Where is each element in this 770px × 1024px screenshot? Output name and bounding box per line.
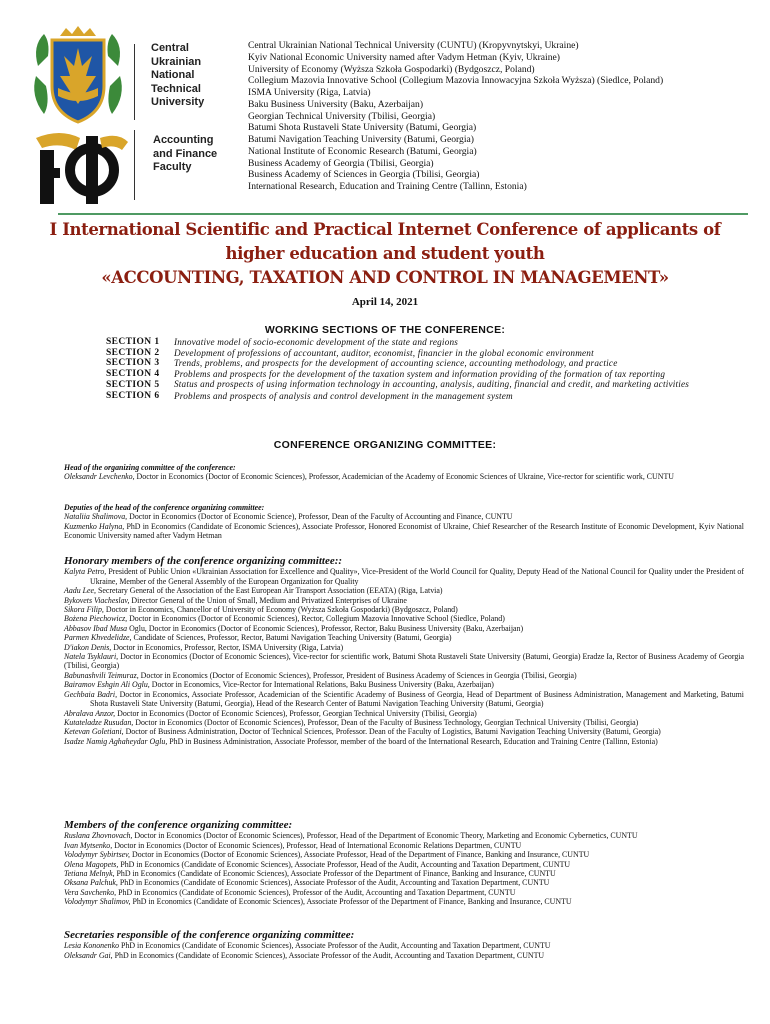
faculty-name: Accounting and Finance Faculty: [153, 134, 218, 173]
person-details: Doctor in Economics (Doctor of Economic Sciences), Professor, Dean of the Faculty of Business Technology, Georgian Technical University (Tbilisi, Georgia): [135, 717, 639, 727]
section-text: Trends, problems, and prospects for the development of accounting science, accounting methodology, and practice: [174, 358, 618, 369]
honorary-block: [64, 557, 744, 746]
list-item: [64, 727, 744, 736]
person-name: Ruslana Zhovnovach,: [64, 831, 133, 841]
members-block: [64, 821, 744, 907]
person-details: Candidate of Sciences, Professor, Rector, Batumi Navigation Teaching University (Batumi, Georgia): [133, 633, 452, 643]
members-title: Members of the conference organizing committee:: [64, 819, 293, 831]
section-label: SECTION 5: [106, 379, 160, 390]
person-details: Doctor in Economics (Doctor of Economic Science), Professor, Dean of the Faculty of Accounting and Finance, CUNTU: [129, 512, 513, 522]
list-item: [64, 671, 744, 680]
list-item: [64, 888, 744, 897]
person-name: Aadu Lee,: [64, 586, 96, 596]
person-details: Doctor in Economics, Associate Professor, Academician of the Scientific Academy of Business of Georgia, Head of Department of Business Administration, Management and Marketing, Batumi Shota Rustaveli State University (Batumi, Georgia), Head of the Research Center of Batumi Navigation Teaching University (Batumi, Georgia): [90, 689, 744, 709]
list-item: [64, 512, 744, 521]
list-item: [64, 643, 744, 652]
conference-title-line-3: «ACCOUNTING, TAXATION AND CONTROL IN MANAGEMENT»: [101, 268, 669, 287]
person-details: Doctor in Economics (Doctor of Economic Sciences), Professor, Academician of the Academy of Economic Sciences of Ukraine, Vice-rector for scientific work, CUNTU: [136, 472, 674, 482]
person-name: Oleksandr Levchenko,: [64, 472, 135, 482]
partner-item: Georgian Technical University (Tbilisi, Georgia): [248, 110, 436, 122]
person-name: Volodymyr Sybirtsev,: [64, 850, 131, 860]
conference-date: April 14, 2021: [351, 296, 419, 308]
list-item: [64, 737, 744, 746]
list-item: [64, 841, 744, 850]
person-details: PhD in Economics (Candidate of Economic Sciences), Associate Professor of the Audit, Accounting and Taxation Department, CUNTU: [121, 941, 551, 951]
section-label: SECTION 6: [106, 390, 160, 401]
list-item: [64, 869, 744, 878]
section-row: [106, 337, 746, 348]
section-row: [106, 369, 746, 380]
person-name: Bożena Piechowicz,: [64, 614, 128, 624]
person-details: Director General of the Union of Small, Medium and Privatized Enterprises of Ukraine: [131, 595, 407, 605]
person-name: Olena Magopets,: [64, 859, 119, 869]
list-item: [64, 709, 744, 718]
partner-item: National Institute of Economic Research (Batumi, Georgia): [248, 145, 477, 157]
section-row: [106, 379, 746, 390]
header-divider-2: [134, 130, 135, 200]
person-name: Gechbaia Badri,: [64, 689, 118, 699]
university-emblem-icon: [30, 26, 126, 126]
list-item: [64, 941, 744, 950]
list-item: [64, 718, 744, 727]
sections-list: [106, 337, 746, 402]
person-details: PhD in Economics (Candidate of Economic Sciences), Associate Professor of the Audit, Accounting and Taxation Department, CUNTU: [119, 878, 550, 888]
person-name: D'iakon Denis,: [64, 642, 112, 652]
section-label: SECTION 2: [106, 347, 160, 358]
person-name: Lesia Kononenko: [64, 941, 120, 951]
person-details: Secretary General of the Association of the East European Air Transport Association (EEATA) (Riga, Latvia): [97, 586, 443, 596]
list-item: [64, 897, 744, 906]
person-details: Doctor in Economics, Professor, Rector, ISMA University (Riga, Latvia): [113, 642, 344, 652]
person-name: Tetiana Melnyk,: [64, 869, 115, 879]
head-title: Head of the organizing committee of the conference:: [64, 463, 236, 472]
person-details: Doctor in Economics (Doctor of Economic Sciences), Professor, Head of the Department of Economic Theory, Marketing and Economic Cybernetics, CUNTU: [134, 831, 638, 841]
person-name: Natela Tsyklauri,: [64, 652, 119, 662]
header-divider: [134, 44, 135, 120]
partner-item: Business Academy of Georgia (Tbilisi, Georgia): [248, 157, 434, 169]
person-details: PhD in Economics (Candidate of Economic Sciences), Professor of the Audit, Accounting and Taxation Department, CUNTU: [118, 887, 516, 897]
person-details: Doctor in Economics, Vice-Rector for International Relations, Baku Business University (Baku, Azerbaijan): [151, 680, 494, 690]
list-item: [64, 586, 744, 595]
section-label: SECTION 1: [106, 337, 160, 347]
partner-item: University of Economy (Wyższa Szkoła Gospodarki) (Bydgoszcz, Poland): [248, 63, 535, 75]
list-item: [64, 567, 744, 586]
person-details: PhD in Economics (Candidate of Economic Sciences), Associate Professor of the Department of Finance, Banking and Insurance, CUNTU: [116, 869, 556, 879]
partner-item: ISMA University (Riga, Latvia): [248, 87, 371, 98]
person-details: Doctor in Economics (Doctor of Economic Sciences), Professor, President of Business Academy of Sciences in Georgia (Tbilisi, Georgia): [140, 670, 577, 680]
list-item: [64, 605, 744, 614]
section-text: Innovative model of socio-economic development of the state and regions: [174, 337, 459, 347]
partner-institutions-list: [248, 40, 663, 193]
person-name: Oksana Palchuk,: [64, 878, 118, 888]
list-item: [64, 878, 744, 887]
person-details: Doctor in Economics (Doctor of Economic Sciences), Associate Professor, Head of the Department of Finance, Banking and Insurance, CUNTU: [132, 850, 590, 860]
list-item: [64, 951, 744, 960]
section-label: SECTION 4: [106, 369, 160, 380]
secretaries-block: [64, 931, 744, 960]
person-name: Abbasov Ibad Musa: [64, 623, 128, 633]
head-entry: [64, 472, 744, 481]
person-details: Doctor in Economics (Doctor of Economic Sciences), Professor, Georgian Technical University (Tbilisi, Georgia): [117, 708, 477, 718]
person-details: President of Public Union «Ukrainian Association for Excellence and Quality», Vice-President of the World Council for Quality, Deputy Head of the National Council for Quality under the President of Ukraine, Member of the General Assembly of the European Organization for Quality: [90, 567, 745, 586]
list-item: [64, 860, 744, 869]
list-item: [64, 614, 744, 623]
person-name: Vera Savchenko,: [64, 887, 117, 897]
header-rule: [58, 213, 748, 215]
section-text: Status and prospects of using information technology in accounting, analysis, auditing, financial and credit, and marketing activities: [174, 379, 690, 390]
person-name: Volodymyr Shalimov,: [64, 897, 131, 907]
person-details: PhD in Business Administration, Associate Professor, member of the board of the International Research, Education and Training Centre (Tallinn, Estonia): [169, 736, 658, 746]
partner-item: Baku Business University (Baku, Azerbaijan): [248, 98, 424, 110]
person-name: Kuzmenko Halyna,: [64, 521, 125, 531]
person-name: Bykovets Viacheslav,: [64, 595, 130, 605]
partner-item: Batumi Navigation Teaching University (Batumi, Georgia): [248, 134, 474, 145]
person-name: Kalyta Petro,: [64, 567, 107, 577]
deputies-block: [64, 503, 744, 541]
person-name: Babunashvili Teimuraz,: [64, 670, 139, 680]
person-details: PhD in Economics (Candidate of Economic Sciences), Associate Professor, Honored Economist of Ukraine, Chief Researcher of the Research Institute of Economic Development, Kyiv National Economic University named after Vadym Hetman: [64, 521, 744, 541]
list-item: [64, 596, 744, 605]
list-item: [64, 831, 744, 840]
sections-heading: WORKING SECTIONS OF THE CONFERENCE:: [264, 324, 506, 336]
person-name: Isadze Namig Aghaheydar Oglu,: [64, 736, 168, 746]
person-name: Sikora Filip,: [64, 605, 104, 615]
person-details: PhD in Economics (Candidate of Economic Sciences), Associate Professor, Head of the Audit, Accounting and Taxation Department, CUNTU: [120, 859, 571, 869]
person-name: Ketevan Goletiani,: [64, 727, 124, 737]
section-text: Development of professions of accountant, auditor, economist, financier in the global economic environment: [174, 347, 594, 358]
person-name: Kutateladze Rusudan,: [64, 717, 134, 727]
faculty-logo-icon: [30, 128, 130, 206]
head-block: [64, 463, 744, 482]
partner-item: Kyiv National Economic University named after Vadym Hetman (Kyiv, Ukraine): [248, 51, 560, 63]
person-name: Bairamov Eshgin Ali Oglu,: [64, 680, 150, 690]
section-text: Problems and prospects of analysis and control development in the management system: [174, 390, 513, 401]
section-label: SECTION 3: [106, 358, 160, 369]
list-item: [64, 652, 744, 671]
conference-title-line-2: higher education and student youth: [225, 244, 545, 263]
list-item: [64, 624, 744, 633]
person-name: Oleksandr Gai,: [64, 950, 113, 960]
person-details: Doctor of Business Administration, Doctor of Technical Sciences, Professor. Dean of the Faculty of Logistics, Batumi Navigation Teaching University (Batumi, Georgia): [125, 727, 661, 737]
partner-item: Batumi Shota Rustaveli State University (Batumi, Georgia): [248, 122, 477, 134]
list-item: [64, 680, 744, 689]
partner-item: Business Academy of Sciences in Georgia (Tbilisi, Georgia): [248, 169, 480, 181]
list-item: [64, 633, 744, 642]
person-name: Abralava Anzor,: [64, 708, 116, 718]
list-item: [64, 690, 744, 709]
committee-heading: CONFERENCE ORGANIZING COMMITTEE:: [273, 439, 497, 451]
section-row: [106, 358, 746, 369]
person-name: Parmen Khvedelidze,: [64, 633, 132, 643]
person-details: Doctor in Economics (Doctor of Economic Sciences), Professor, Head of International Economic Relations Departmen, CUNTU: [114, 840, 522, 850]
person-details: Doctor in Economics, Chancellor of University of Economy (Wyższa Szkoła Gospodarki) (Bydgoszcz, Poland): [105, 605, 458, 615]
person-details: PhD in Economics (Candidate of Economic Sciences), Associate Professor of the Department of Finance, Banking and Insurance, CUNTU: [132, 897, 572, 907]
secretaries-title: Secretaries responsible of the conference organizing committee:: [64, 929, 355, 941]
person-name: Nataliia Shalimova,: [64, 512, 128, 522]
person-details: Doctor in Economics (Doctor of Economic Sciences), Vice-rector for scientific work, Batumi Shota Rustaveli State University (Batumi, Georgia) Eradze Ia, Rector of Business Academy of Georgia (Tbilisi, Georgia): [64, 652, 744, 671]
section-row: [106, 348, 746, 359]
person-details: PhD in Economics (Candidate of Economic Sciences), Associate Professor of the Audit, Accounting and Taxation Department, CUNTU: [114, 950, 545, 960]
university-name: Central Ukrainian National Technical University: [151, 42, 205, 108]
conference-title-line-1: I International Scientific and Practical Internet Conference of applicants of: [49, 220, 721, 239]
person-details: Oglu, Doctor in Economics (Doctor of Economic Sciences), Professor, Rector, Baku Business University (Baku, Azerbaijan): [129, 623, 524, 633]
partner-item: Collegium Mazovia Innovative School (Collegium Mazovia Innowacyjna Szkoła Wyższa) (Siedlce, Poland): [248, 75, 664, 87]
honorary-title: Honorary members of the conference organizing committee::: [64, 555, 343, 567]
partner-item: Central Ukrainian National Technical University (CUNTU) (Kropyvnytskyi, Ukraine): [248, 40, 579, 51]
list-item: [64, 850, 744, 859]
section-row: [106, 391, 746, 402]
list-item: [64, 522, 744, 541]
person-details: Doctor in Economics (Doctor of Economic Sciences), Rector, Collegium Mazovia Innovative School (Siedlce, Poland): [129, 614, 505, 624]
person-name: Ivan Mytsenko,: [64, 840, 113, 850]
deputies-title: Deputies of the head of the conference organizing committee:: [64, 503, 265, 512]
section-text: Problems and prospects for the development of the taxation system and information providing of the formation of tax reporting: [174, 368, 666, 379]
partner-item: International Research, Education and Training Centre (Tallinn, Estonia): [248, 181, 527, 192]
